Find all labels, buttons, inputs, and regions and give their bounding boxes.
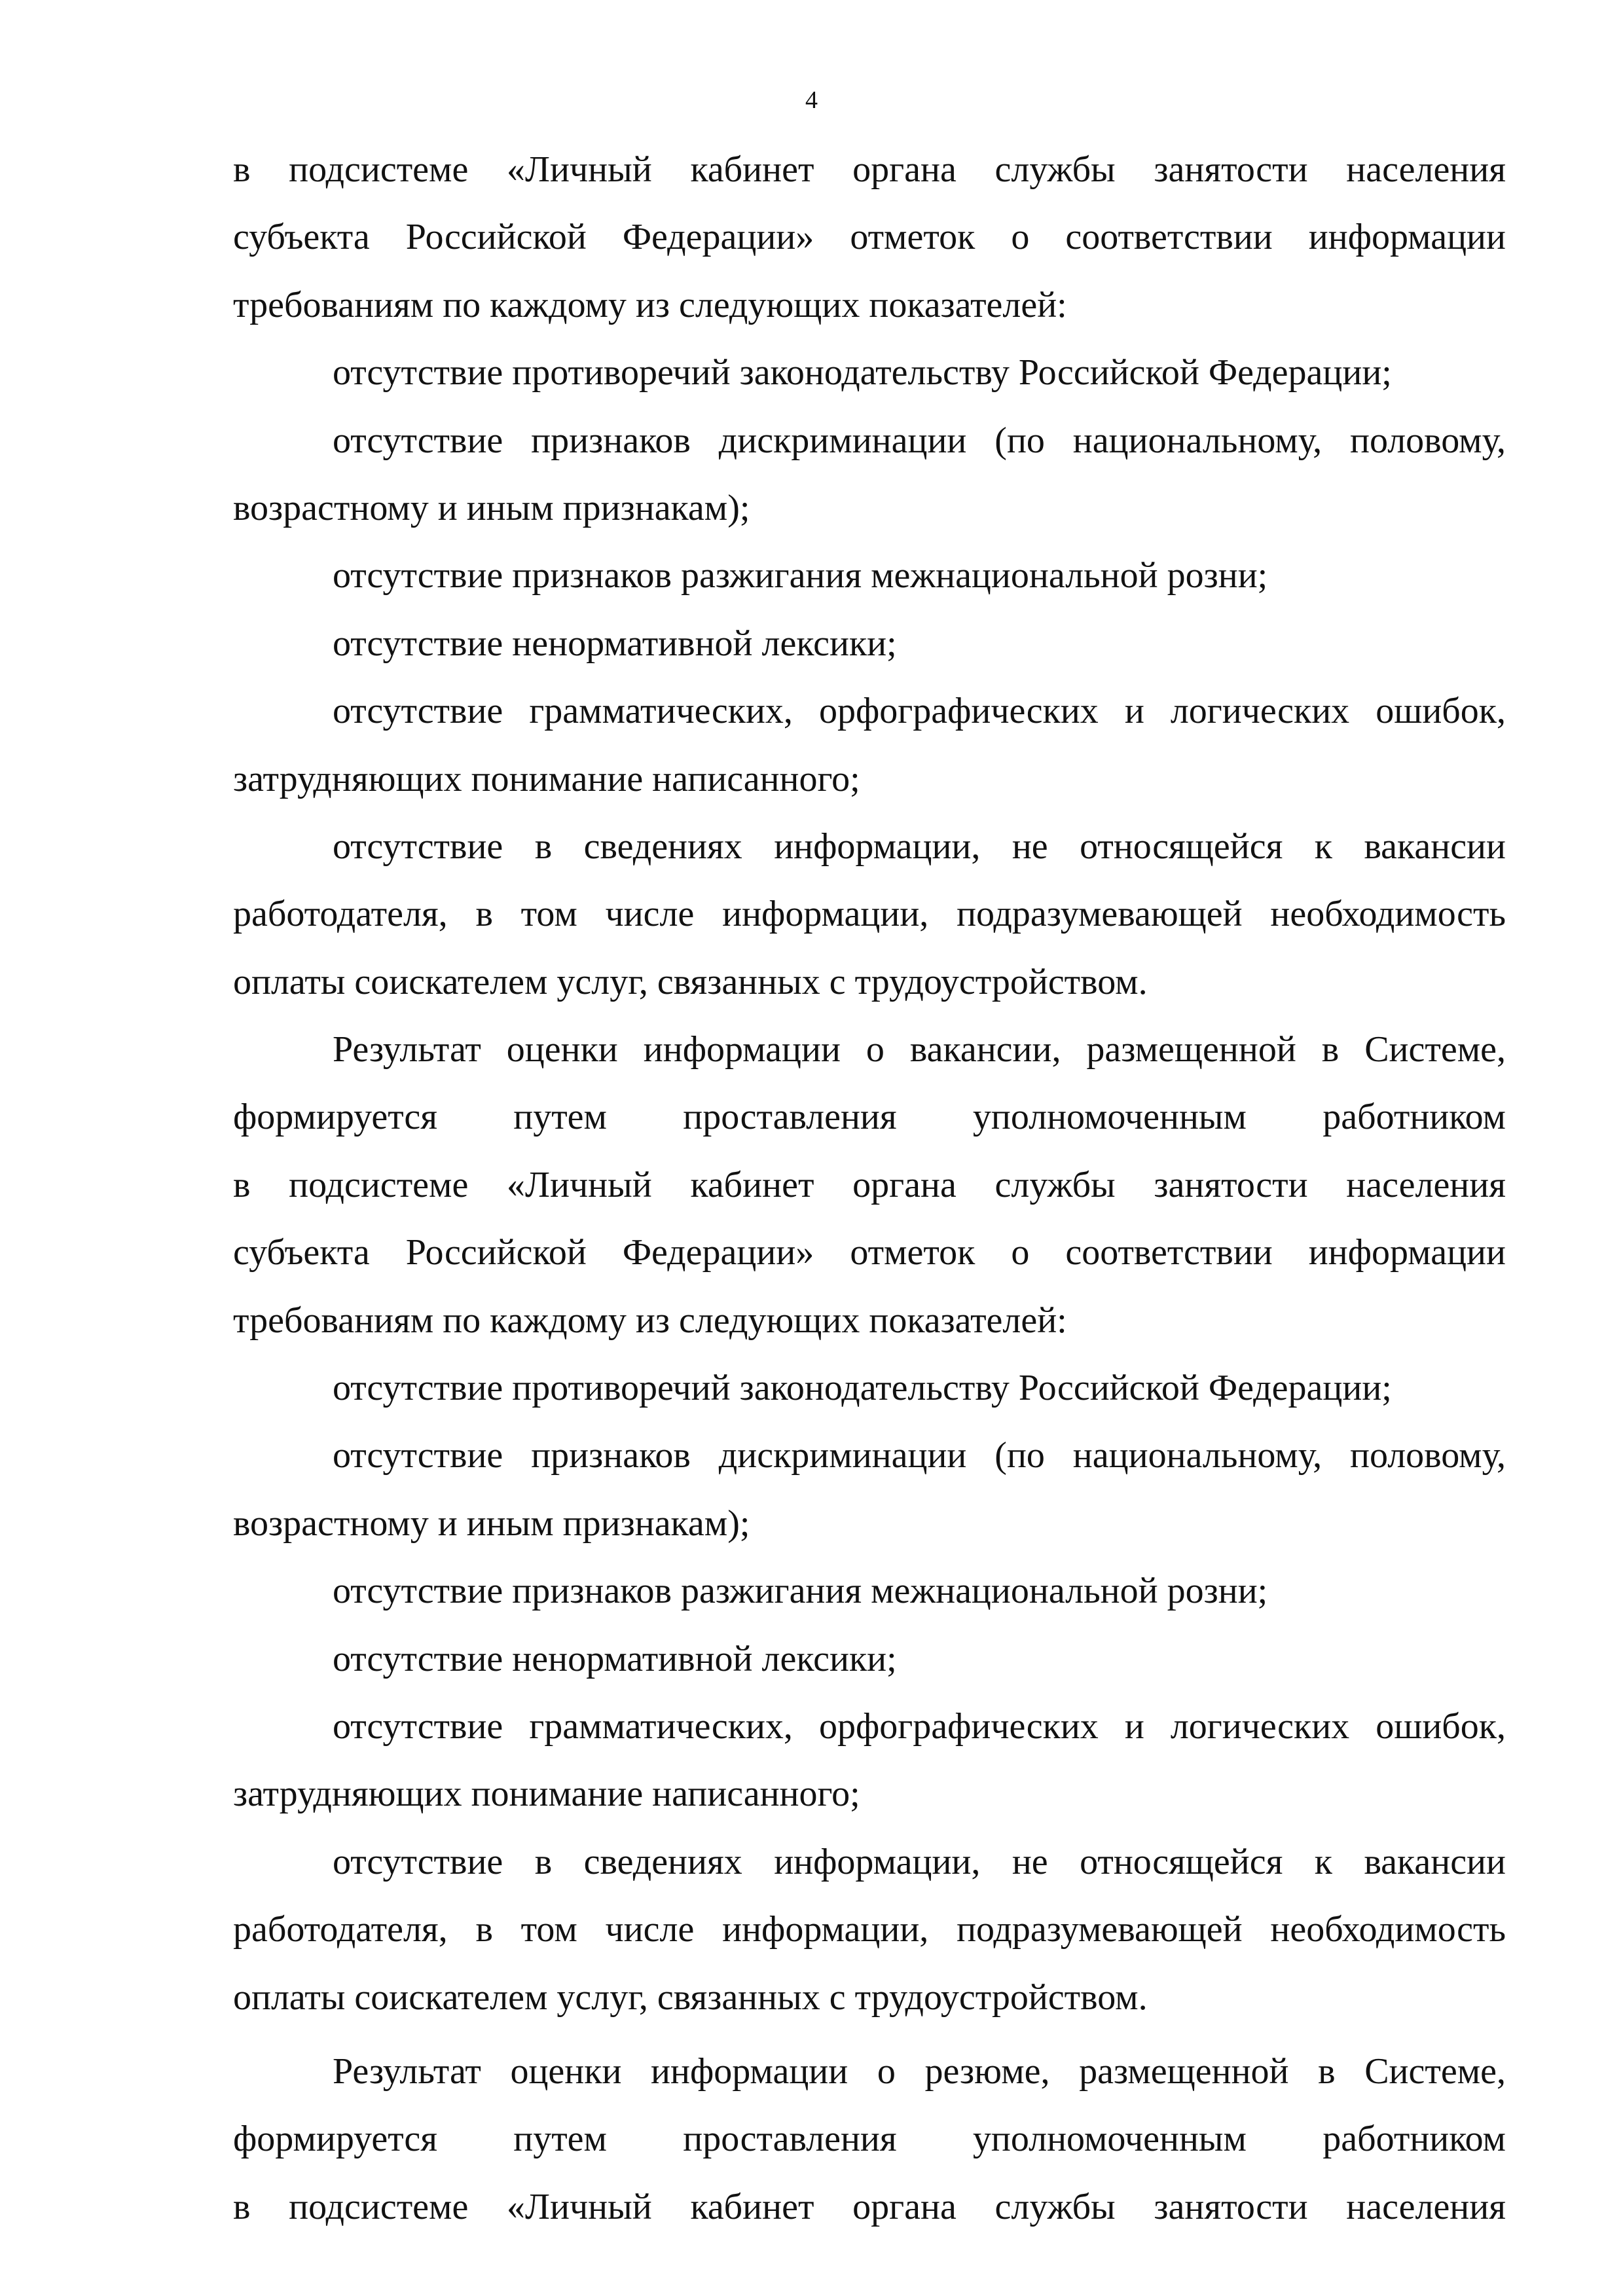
text-line: отсутствие грамматических, орфографических и логических ошибок,: [333, 1705, 1506, 1747]
text-line: отсутствие противоречий законодательству Российской Федерации;: [333, 1368, 1392, 1409]
text-line: отсутствие противоречий законодательству Российской Федерации;: [333, 352, 1392, 393]
text-line: оплаты соискателем услуг, связанных с трудоустройством.: [233, 961, 1148, 1002]
text-line: субъекта Российской Федерации» отметок о соответствии информации: [233, 217, 1506, 258]
text-line: требованиям по каждому из следующих показателей:: [233, 1300, 1067, 1341]
text-line: оплаты соискателем услуг, связанных с трудоустройством.: [233, 1977, 1148, 2018]
text-line: отсутствие признаков дискриминации (по национальному, половому,: [333, 1435, 1506, 1476]
text-line: формируется путем проставления уполномоченным работником: [233, 1097, 1506, 1138]
text-line: Результат оценки информации о вакансии, размещенной в Системе,: [333, 1029, 1506, 1070]
text-line: отсутствие признаков разжигания межнациональной розни;: [333, 555, 1268, 596]
document-body: [233, 136, 1506, 2241]
text-line: отсутствие грамматических, орфографических и логических ошибок,: [333, 691, 1506, 732]
text-line: отсутствие ненормативной лексики;: [333, 623, 897, 664]
text-line: отсутствие признаков дискриминации (по национальному, половому,: [333, 420, 1506, 461]
text-line: отсутствие в сведениях информации, не относящейся к вакансии: [333, 1841, 1506, 1882]
text-line: затрудняющих понимание написанного;: [233, 758, 860, 799]
text-line: формируется путем проставления уполномоченным работником: [233, 2119, 1506, 2160]
text-line: возрастному и иным признакам);: [233, 1503, 750, 1544]
text-line: требованиям по каждому из следующих показателей:: [233, 284, 1067, 325]
text-line: работодателя, в том числе информации, подразумевающей необходимость: [233, 894, 1506, 935]
text-line: Результат оценки информации о резюме, размещенной в Системе,: [333, 2050, 1506, 2092]
text-line: возрастному и иным признакам);: [233, 487, 750, 528]
text-line: затрудняющих понимание написанного;: [233, 1774, 860, 1815]
text-line: в подсистеме «Личный кабинет органа службы занятости населения: [233, 1164, 1506, 1205]
text-line: в подсистеме «Личный кабинет органа службы занятости населения: [233, 149, 1506, 190]
text-line: субъекта Российской Федерации» отметок о соответствии информации: [233, 1232, 1506, 1273]
text-line: работодателя, в том числе информации, подразумевающей необходимость: [233, 1909, 1506, 1950]
page-number: 4: [805, 86, 818, 114]
text-line: в подсистеме «Личный кабинет органа службы занятости населения: [233, 2186, 1506, 2227]
text-line: отсутствие признаков разжигания межнациональной розни;: [333, 1571, 1268, 1612]
text-line: отсутствие ненормативной лексики;: [333, 1638, 897, 1679]
text-line: отсутствие в сведениях информации, не относящейся к вакансии: [333, 826, 1506, 867]
